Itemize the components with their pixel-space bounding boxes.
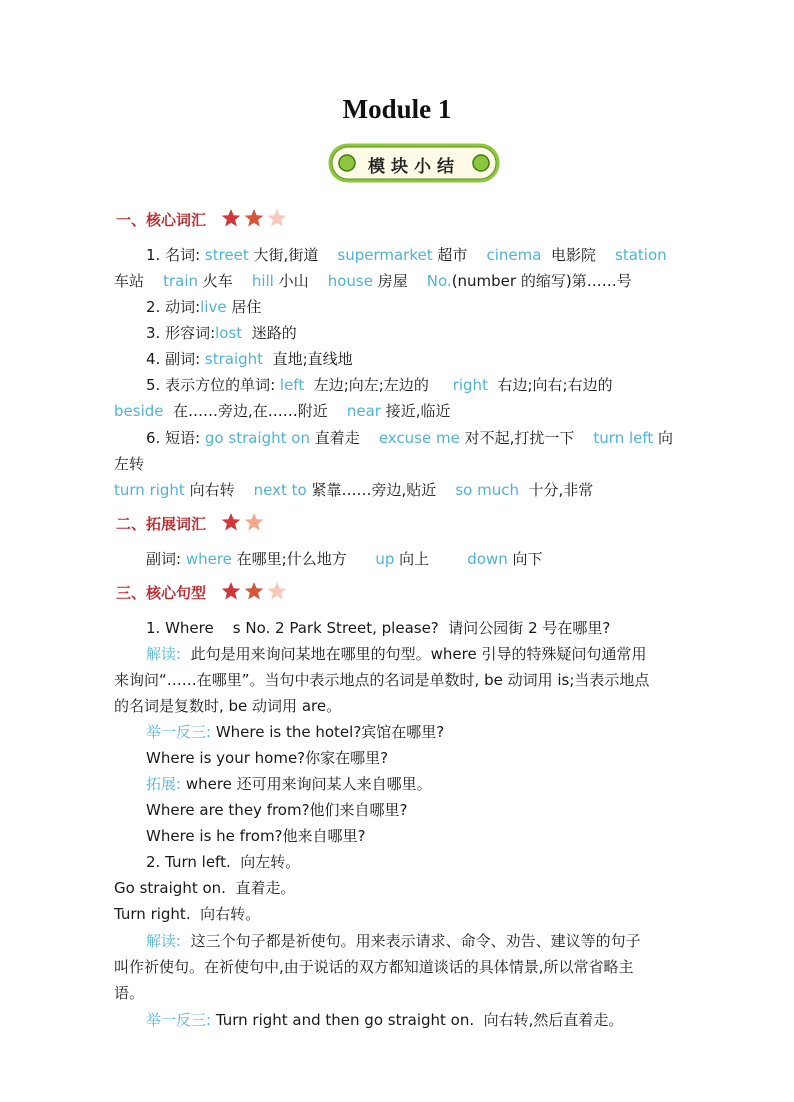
text-segment: 房屋 (372, 272, 427, 290)
star-icon (222, 209, 241, 227)
text-segment: 6. 短语: (146, 429, 205, 447)
ext-line (146, 548, 543, 569)
core-line (146, 617, 610, 638)
text-segment: 在哪里;什么地方 (231, 550, 376, 568)
keyword: No. (426, 272, 452, 290)
keyword: left (279, 376, 305, 394)
keyword: 举一反三: (146, 723, 212, 741)
vocab-line (146, 296, 261, 317)
keyword: street (204, 246, 249, 264)
keyword: station (615, 246, 667, 264)
text-segment: 车站 (114, 272, 164, 290)
star-icon (245, 582, 264, 600)
text-segment: 小山 (273, 272, 328, 290)
keyword: where (185, 550, 232, 568)
section-core-vocab (116, 208, 291, 232)
keyword: excuse me (378, 429, 460, 447)
text-segment: (number 的缩写)第……号 (451, 272, 632, 290)
keyword: live (200, 298, 227, 316)
text-segment: 这三个句子都是祈使句。用来表示请求、命令、劝告、建议等的句子 (181, 932, 641, 950)
text-segment: 直着走 (309, 429, 379, 447)
section-title: 三、核心句型 (116, 584, 207, 602)
section-extended-vocab (116, 512, 267, 536)
text-segment: 直地;直线地 (263, 350, 353, 368)
text-segment: 迷路的 (242, 324, 297, 342)
text-segment: 的名词是复数时, be 动词用 are。 (114, 697, 342, 715)
text-segment: 对不起,打扰一下 (459, 429, 594, 447)
keyword: beside (114, 402, 164, 420)
keyword: go straight on (204, 429, 310, 447)
core-line (146, 930, 641, 951)
text-segment: 向右转 (184, 481, 254, 499)
text-segment: 叫作祈使句。在祈使句中,由于说话的双方都知道谈话的具体情景,所以常省略主 (114, 958, 634, 976)
keyword: house (327, 272, 373, 290)
text-segment: 2. Turn left. 向左转。 (146, 853, 301, 871)
vocab-line (114, 270, 632, 291)
core-line (114, 669, 649, 690)
text-segment: Go straight on. 直着走。 (114, 879, 296, 897)
text-segment: Where is the hotel?宾馆在哪里? (211, 723, 445, 741)
core-line (146, 825, 366, 846)
keyword: right (452, 376, 488, 394)
vocab-line (114, 453, 144, 474)
text-segment: 超市 (432, 246, 487, 264)
text-segment: 居住 (226, 298, 262, 316)
vocab-line (114, 400, 451, 421)
text-segment: Where is he from?他来自哪里? (146, 827, 366, 845)
text-segment: 向 (653, 429, 674, 447)
core-line (114, 695, 341, 716)
vocab-line (114, 479, 593, 500)
keyword: up (375, 550, 395, 568)
keyword: down (467, 550, 508, 568)
text-segment: 2. 动词: (146, 298, 201, 316)
star-half-icon (245, 513, 264, 531)
text-segment: 副词: (146, 550, 186, 568)
text-segment: 电影院 (541, 246, 616, 264)
text-segment: 接近,临近 (380, 402, 451, 420)
text-segment: 在……旁边,在……附近 (163, 402, 347, 420)
text-segment: 3. 形容词: (146, 324, 216, 342)
text-segment: 语。 (114, 984, 145, 1002)
core-line (114, 903, 260, 924)
section-title: 二、拓展词汇 (116, 515, 207, 533)
keyword: next to (253, 481, 307, 499)
core-line (146, 1009, 623, 1030)
keyword: turn left (593, 429, 654, 447)
core-line (114, 982, 144, 1003)
text-segment: 左转 (114, 455, 145, 473)
text-segment: 此句是用来询问某地在哪里的句型。where 引导的特殊疑问句通常用 (181, 645, 647, 663)
keyword: 举一反三: (146, 1011, 212, 1029)
core-line (146, 773, 432, 794)
keyword: 拓展: (146, 775, 182, 793)
vocab-line (146, 322, 297, 343)
text-segment: 5. 表示方位的单词: (146, 376, 280, 394)
section-core-sentences (116, 581, 291, 605)
core-line (146, 643, 646, 664)
page-title: Module 1 (342, 94, 452, 124)
keyword: hill (251, 272, 274, 290)
core-line (146, 721, 444, 742)
text-segment: Where are they from?他们来自哪里? (146, 801, 408, 819)
text-segment: where 还可用来询问某人来自哪里。 (181, 775, 432, 793)
star-half-icon (268, 582, 287, 600)
text-segment: 1. 名词: (146, 246, 205, 264)
rating-stars (221, 581, 291, 605)
vocab-line (146, 374, 613, 395)
keyword: lost (215, 324, 243, 342)
text-segment: Turn right and then go straight on. 向右转,然后直着走。 (211, 1011, 624, 1029)
text-segment: 4. 副词: (146, 350, 205, 368)
keyword: cinema (486, 246, 542, 264)
core-line (146, 851, 300, 872)
text-segment: Where is your home?你家在哪里? (146, 749, 389, 767)
text-segment: 右边;向右;右边的 (487, 376, 613, 394)
section-title: 一、核心词汇 (116, 211, 207, 229)
module-summary-badge (327, 142, 501, 184)
core-line (114, 956, 634, 977)
rating-stars (221, 208, 291, 232)
keyword: 解读: (146, 932, 182, 950)
core-line (114, 877, 295, 898)
text-segment: 1. Where s No. 2 Park Street, please? 请问公园街 2 号在哪里? (146, 619, 611, 637)
keyword: turn right (114, 481, 185, 499)
star-icon (222, 582, 241, 600)
keyword: supermarket (337, 246, 433, 264)
text-segment: 火车 (198, 272, 252, 290)
text-segment: 左边;向左;左边的 (304, 376, 453, 394)
vocab-line (146, 348, 353, 369)
keyword: so much (455, 481, 519, 499)
core-line (146, 799, 408, 820)
keyword: near (346, 402, 381, 420)
keyword: 解读: (146, 645, 182, 663)
text-segment: 大街,街道 (248, 246, 338, 264)
text-segment: 十分,非常 (518, 481, 594, 499)
vocab-line (146, 244, 667, 265)
keyword: straight (204, 350, 264, 368)
rating-stars (221, 512, 267, 536)
text-segment: 紧靠……旁边,贴近 (306, 481, 456, 499)
keyword: train (163, 272, 198, 290)
text-segment: 向上 (394, 550, 468, 568)
star-icon (245, 209, 264, 227)
badge-label: 模块小结 (368, 157, 460, 177)
text-segment: 向下 (507, 550, 543, 568)
star-half-icon (268, 209, 287, 227)
vocab-line (146, 427, 673, 448)
core-line (146, 747, 388, 768)
text-segment: 来询问“……在哪里”。当句中表示地点的名词是单数时, be 动词用 is;当表示地点 (114, 671, 650, 689)
text-segment: Turn right. 向右转。 (114, 905, 261, 923)
star-icon (222, 513, 241, 531)
